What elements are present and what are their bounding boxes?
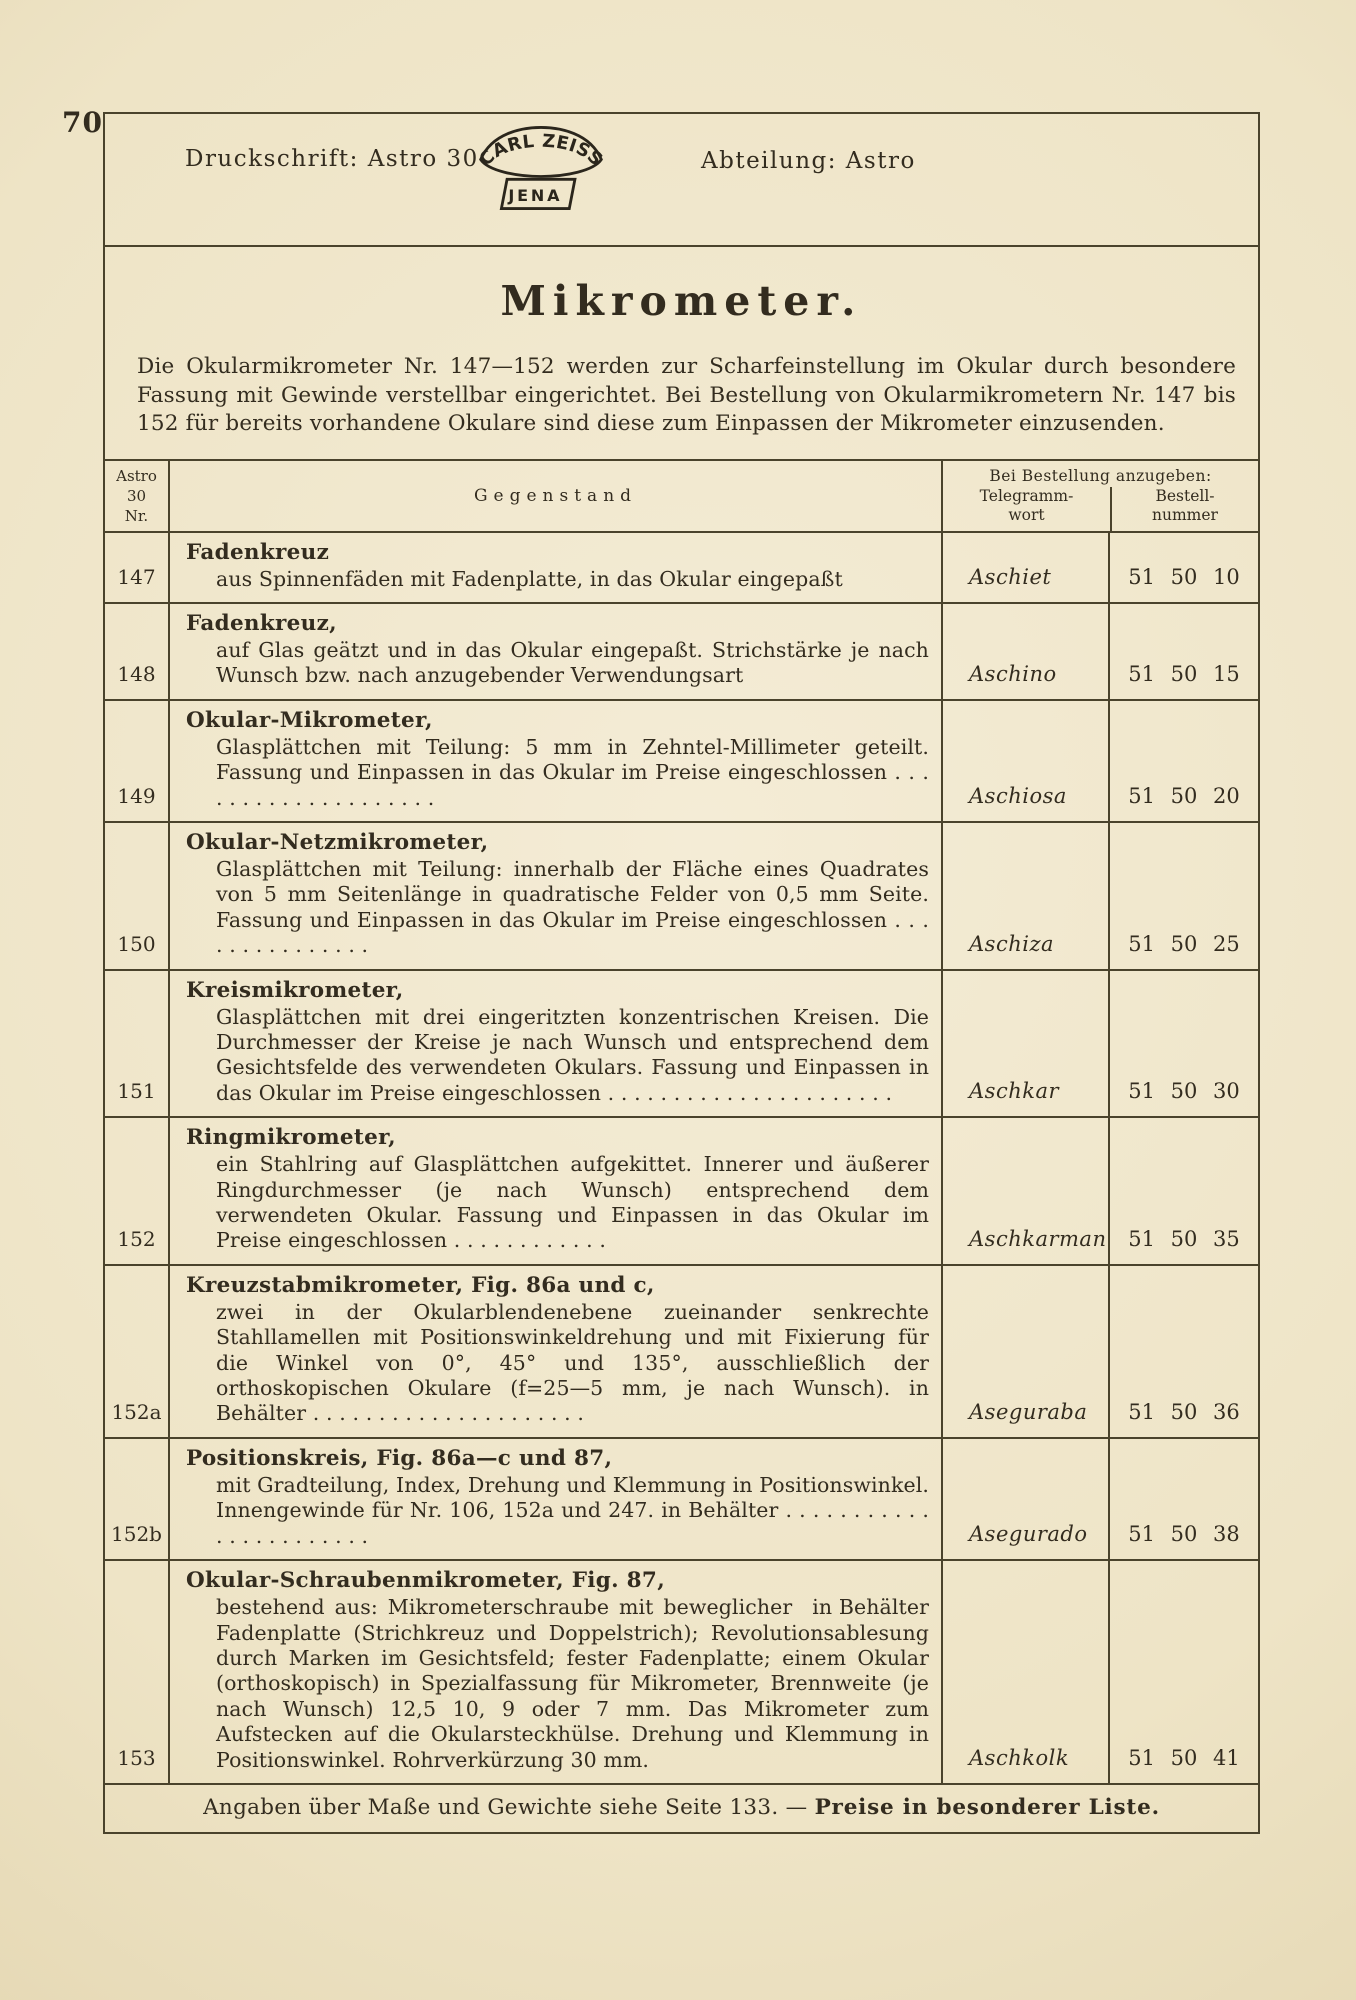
telegram-word: Aschkolk [943,1561,1110,1783]
item-number: 150 [105,823,170,969]
bestell-header-line1: Bestell- [1155,486,1215,505]
column-header-gegenstand: Gegenstand [170,461,943,531]
telegram-word: Aschkar [943,971,1110,1117]
item-gegenstand [170,533,943,602]
order-group-title: Bei Bestellung anzugeben: [989,466,1212,485]
item-description: Glasplättchen mit drei eingeritzten konzentrischen Kreisen. Die Durchmesser der Kreise je nach Wunsch und entsprechend dem Gesichtsfelde des verwendeten Okulars. Fassung und Einpassen in das Okular im Preise eingeschlossen . . . . . . . . . . . . . . . . . . . . . . [216,1004,929,1105]
column-header-bestellnummer [1110,487,1258,531]
item-description: Glasplättchen mit Teilung: 5 mm in Zehntel-Millimeter geteilt. Fassung und Einpassen in das Okular im Preise eingeschlossen . . . . . . . . . . . . . . . . . . . . [216,734,929,810]
catalog-table [105,459,1258,1832]
table-row [105,701,1258,823]
header-abteilung: Abteilung: Astro [701,148,916,174]
item-number: 152a [105,1266,170,1437]
item-gegenstand [170,823,943,969]
order-number: 51 50 36 [1128,1399,1240,1424]
svg-text:CARL ZEISS [475,131,607,171]
item-gegenstand [170,1561,943,1783]
item-description: ein Stahlring auf Glasplättchen aufgekittet. Innerer und äußerer Ringdurchmesser (je nach Wunsch) entsprechend dem verwendeten Okular. Fassung und Einpassen in das Okular im Preise eingeschlossen . . . . . . . . . . . . [216,1152,929,1253]
telegram-word: Aschiet [943,533,1110,602]
item-title: Okular-Netzmikrometer, [186,829,489,855]
footer-note-normal: Angaben über Maße und Gewichte siehe Seite 133. — [203,1794,815,1820]
table-header-row [105,461,1258,533]
table-row [105,823,1258,971]
footer-note-bold: Preise in besonderer Liste. [814,1794,1160,1820]
table-row [105,604,1258,701]
item-gegenstand [170,701,943,821]
column-header-astro-line3: Nr. [124,507,149,526]
telegram-header-line1: Telegramm- [979,486,1074,505]
item-number: 147 [105,533,170,602]
item-number: 148 [105,604,170,699]
telegram-word: Aschkarman [943,1118,1110,1264]
item-description: auf Glas geätzt und in das Okular eingepaßt. Strichstärke je nach Wunsch bzw. nach anzugebender Verwendungsart [216,637,929,688]
item-description [216,1595,929,1773]
column-header-telegramwort [943,487,1110,531]
telegram-word: Aschino [943,604,1110,699]
item-title: Kreismikrometer, [186,977,404,1003]
column-header-astro-line1: Astro [116,466,157,485]
bestell-header-line2: nummer [1152,506,1218,525]
order-number: 51 50 10 [1128,564,1240,589]
item-gegenstand [170,971,943,1117]
item-description: aus Spinnenfäden mit Fadenplatte, in das Okular eingepaßt [216,566,843,591]
carl-zeiss-jena-logo [475,120,607,216]
column-header-astro-line2: 30 [126,487,147,506]
order-number: 51 50 15 [1128,661,1240,686]
column-header-astro-nr [105,461,170,531]
header-druckschrift: Druckschrift: Astro 30 [185,146,479,172]
item-gegenstand [170,1439,943,1559]
order-group-subheaders [943,487,1258,531]
table-row [105,1266,1258,1439]
footer-note [105,1785,1258,1832]
item-gegenstand [170,1266,943,1437]
item-title: Fadenkreuz, [186,610,337,636]
item-number: 152 [105,1118,170,1264]
telegram-word: Aseguraba [943,1266,1110,1437]
item-title: Okular-Mikrometer, [186,707,433,733]
item-number: 151 [105,971,170,1117]
item-title: Positionskreis, Fig. 86a—c und 87, [186,1445,613,1471]
item-description: zwei in der Okularblendenebene zueinander senkrechte Stahllamellen mit Positionswinkeldrehung und mit Fixierung für die Winkel von 0°, 45° und 135°, ausschließlich der orthoskopischen Okulare (f=25—5 mm, je nach Wunsch). in Behälter . . . . . . . . . . . . . . . . . . . . . [216,1299,929,1426]
table-row [105,1118,1258,1266]
telegram-word: Aschiosa [943,701,1110,821]
telegram-word: Aschiza [943,823,1110,969]
item-description: Glasplättchen mit Teilung: innerhalb der Fläche eines Quadrates von 5 mm Seitenlänge in quadratische Felder von 0,5 mm Seite. Fassung und Einpassen in das Okular im Preise eingeschlossen . . . . . . . . . . . . . . . [216,856,929,958]
order-number: 51 50 20 [1128,783,1240,808]
spacer [105,439,1258,459]
page-frame [103,112,1260,1834]
item-number: 152b [105,1439,170,1559]
page-number: 70 [62,106,103,139]
item-gegenstand [170,1118,943,1264]
item-description-tail: in Behälter [812,1595,929,1620]
table-row [105,1439,1258,1561]
order-number: 51 50 25 [1128,931,1240,956]
item-number: 149 [105,701,170,821]
item-title: Fadenkreuz [186,539,330,565]
item-description-text: bestehend aus: Mikrometerschraube mit beweglicher Fadenplatte (Strichkreuz und Doppelstrich); Revolutionsablesung durch Marken im Gesichtsfeld; fester Fadenplatte; einem Okular (orthoskopisch) in Spezialfassung für Mikrometer, Brennweite (je nach Wunsch) 12,5 10, 9 oder 7 mm. Das Mikrometer zum Aufstecken auf die Okularsteckhülse. Drehung und Klemmung in Positionswinkel. Rohrverkürzung 30 mm. [216,1595,929,1772]
order-number: 51 50 41 [1128,1745,1240,1770]
telegram-word: Asegurado [943,1439,1110,1559]
table-row [105,533,1258,604]
order-number: 51 50 30 [1128,1079,1240,1104]
column-header-order-group [943,461,1258,531]
intro-paragraph: Die Okularmikrometer Nr. 147—152 werden zur Scharfeinstellung im Okular durch besondere Fassung mit Gewinde verstellbar eingerichtet. Bei Bestellung von Okularmikrometern Nr. 147 bis 152 für bereits vorhandene Okulare sind diese zum Einpassen der Mikrometer einzusenden. [137,354,1236,437]
page-title: Mikrometer. [500,277,863,325]
table-row [105,1561,1258,1785]
item-title: Ringmikrometer, [186,1125,396,1151]
document-header [105,114,1258,247]
item-title: Okular-Schraubenmikrometer, Fig. 87, [186,1568,665,1594]
order-number: 51 50 38 [1128,1522,1240,1547]
order-number: 51 50 35 [1128,1226,1240,1251]
logo-arc-text: CARL ZEISS [475,130,607,171]
item-gegenstand [170,604,943,699]
item-number: 153 [105,1561,170,1783]
item-description: mit Gradteilung, Index, Drehung und Klemmung in Positionswinkel. Innengewinde für Nr. 106, 152a und 247. in Behälter . . . . . . . . . . . . . . . . . . . . . . . [216,1472,929,1548]
item-title: Kreuzstabmikrometer, Fig. 86a und c, [186,1272,655,1298]
telegram-header-line2: wort [1008,506,1045,525]
logo-banner-text: JENA [508,186,563,205]
table-row [105,971,1258,1119]
